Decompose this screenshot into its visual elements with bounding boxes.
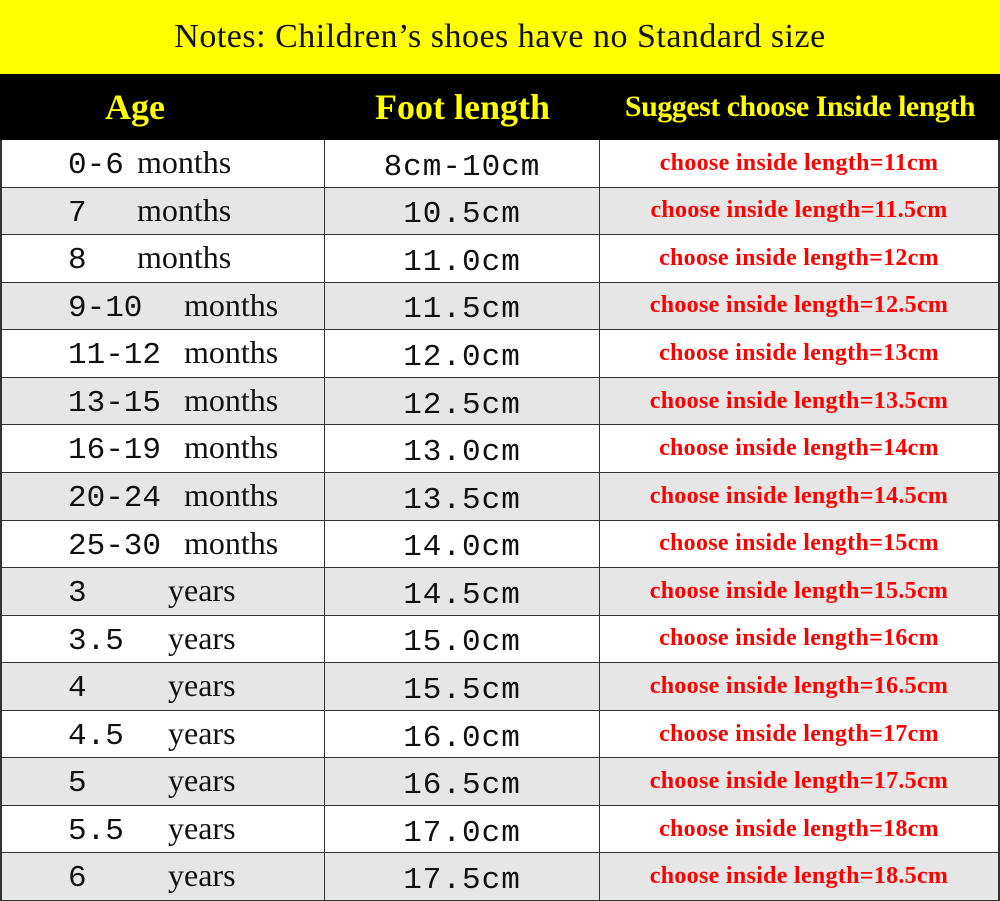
header-suggest-inside-length: Suggest choose Inside length bbox=[624, 90, 976, 123]
age-value: 7 bbox=[68, 195, 87, 231]
suggest-value: choose inside length=16cm bbox=[659, 625, 939, 652]
foot-length-value: 16.5cm bbox=[403, 768, 521, 804]
age-cell bbox=[0, 711, 325, 758]
age-value: 5.5 bbox=[68, 813, 124, 849]
table-header bbox=[0, 74, 1000, 140]
table-row bbox=[0, 616, 1000, 664]
age-cell bbox=[0, 283, 325, 330]
age-unit: months bbox=[184, 429, 279, 466]
age-unit: months bbox=[184, 334, 279, 371]
suggest-cell bbox=[600, 806, 1000, 853]
suggest-cell bbox=[600, 330, 1000, 377]
foot-length-value: 13.5cm bbox=[403, 482, 521, 518]
age-unit: years bbox=[168, 762, 236, 799]
suggest-cell bbox=[600, 521, 1000, 568]
table-row bbox=[0, 758, 1000, 806]
age-unit: years bbox=[168, 572, 236, 609]
foot-length-value: 12.5cm bbox=[403, 387, 521, 423]
suggest-cell bbox=[600, 235, 1000, 282]
age-value: 11-12 bbox=[68, 338, 162, 374]
foot-length-value: 17.0cm bbox=[403, 815, 521, 851]
age-unit: months bbox=[184, 381, 279, 418]
foot-length-cell bbox=[325, 853, 600, 900]
suggest-cell bbox=[600, 853, 1000, 900]
suggest-cell bbox=[600, 663, 1000, 710]
table-row bbox=[0, 140, 1000, 188]
table-row bbox=[0, 711, 1000, 759]
suggest-value: choose inside length=12.5cm bbox=[649, 292, 949, 319]
table-row bbox=[0, 521, 1000, 569]
age-unit: years bbox=[168, 667, 236, 704]
suggest-cell bbox=[600, 758, 1000, 805]
suggest-value: choose inside length=16.5cm bbox=[649, 672, 949, 699]
age-value: 13-15 bbox=[68, 385, 162, 421]
table-row bbox=[0, 853, 1000, 901]
suggest-value: choose inside length=13cm bbox=[659, 340, 939, 367]
suggest-cell bbox=[600, 711, 1000, 758]
foot-length-value: 12.0cm bbox=[403, 340, 521, 376]
foot-length-value: 14.5cm bbox=[403, 577, 521, 613]
age-unit: months bbox=[137, 191, 232, 228]
age-value: 25-30 bbox=[68, 528, 162, 564]
age-value: 0-6 bbox=[68, 148, 124, 183]
age-cell bbox=[0, 806, 325, 853]
foot-length-value: 16.0cm bbox=[403, 720, 521, 756]
foot-length-cell bbox=[325, 758, 600, 805]
age-value: 6 bbox=[68, 861, 87, 897]
age-value: 8 bbox=[68, 243, 87, 279]
age-value: 4.5 bbox=[68, 718, 124, 754]
table-row bbox=[0, 188, 1000, 236]
table-row bbox=[0, 425, 1000, 473]
age-value: 3 bbox=[68, 576, 87, 612]
age-cell bbox=[0, 235, 325, 282]
age-unit: years bbox=[168, 619, 236, 656]
age-cell bbox=[0, 378, 325, 425]
age-value: 20-24 bbox=[68, 480, 162, 516]
suggest-value: choose inside length=17cm bbox=[659, 720, 939, 747]
suggest-cell bbox=[600, 378, 1000, 425]
age-cell bbox=[0, 663, 325, 710]
foot-length-cell bbox=[325, 425, 600, 472]
notes-text: Notes: Children’s shoes have no Standard size bbox=[174, 18, 826, 55]
foot-length-value: 15.0cm bbox=[403, 625, 521, 661]
foot-length-value: 14.0cm bbox=[403, 530, 521, 566]
foot-length-cell bbox=[325, 283, 600, 330]
age-unit: years bbox=[168, 809, 236, 846]
age-value: 3.5 bbox=[68, 623, 124, 659]
suggest-value: choose inside length=12cm bbox=[659, 244, 939, 271]
suggest-value: choose inside length=14cm bbox=[659, 435, 939, 462]
age-unit: months bbox=[137, 144, 232, 180]
foot-length-value: 11.0cm bbox=[403, 244, 521, 280]
foot-length-cell bbox=[325, 188, 600, 235]
table-row bbox=[0, 568, 1000, 616]
suggest-cell bbox=[600, 140, 1000, 187]
table-row bbox=[0, 235, 1000, 283]
suggest-cell bbox=[600, 616, 1000, 663]
foot-length-value: 13.0cm bbox=[403, 435, 521, 471]
suggest-value: choose inside length=18cm bbox=[659, 815, 939, 842]
header-foot-length: Foot length bbox=[375, 87, 550, 127]
age-cell bbox=[0, 425, 325, 472]
suggest-cell bbox=[600, 425, 1000, 472]
age-cell bbox=[0, 521, 325, 568]
foot-length-value: 8cm-10cm bbox=[383, 149, 541, 185]
age-unit: months bbox=[137, 239, 232, 276]
age-cell bbox=[0, 853, 325, 900]
suggest-value: choose inside length=18.5cm bbox=[649, 863, 949, 890]
foot-length-value: 15.5cm bbox=[403, 672, 521, 708]
table-row bbox=[0, 330, 1000, 378]
suggest-cell bbox=[600, 568, 1000, 615]
age-cell bbox=[0, 758, 325, 805]
suggest-cell bbox=[600, 283, 1000, 330]
age-unit: years bbox=[168, 714, 236, 751]
table-row bbox=[0, 378, 1000, 426]
foot-length-cell bbox=[325, 711, 600, 758]
size-table bbox=[0, 140, 1000, 901]
age-cell bbox=[0, 568, 325, 615]
suggest-value: choose inside length=14.5cm bbox=[649, 482, 949, 509]
foot-length-cell bbox=[325, 806, 600, 853]
age-value: 5 bbox=[68, 766, 87, 802]
suggest-value: choose inside length=13.5cm bbox=[649, 387, 949, 414]
age-cell bbox=[0, 188, 325, 235]
foot-length-cell bbox=[325, 330, 600, 377]
foot-length-cell bbox=[325, 616, 600, 663]
suggest-cell bbox=[600, 188, 1000, 235]
table-row bbox=[0, 806, 1000, 854]
foot-length-value: 11.5cm bbox=[403, 292, 521, 328]
foot-length-cell bbox=[325, 140, 600, 187]
table-row bbox=[0, 663, 1000, 711]
age-cell bbox=[0, 473, 325, 520]
suggest-value: choose inside length=15cm bbox=[659, 530, 939, 557]
foot-length-cell bbox=[325, 378, 600, 425]
header-age: Age bbox=[105, 87, 165, 127]
age-cell bbox=[0, 616, 325, 663]
age-unit: months bbox=[184, 476, 279, 513]
foot-length-value: 17.5cm bbox=[403, 863, 521, 899]
age-unit: months bbox=[184, 524, 279, 561]
age-unit: years bbox=[168, 857, 236, 894]
table-row bbox=[0, 473, 1000, 521]
foot-length-cell bbox=[325, 235, 600, 282]
notes-banner bbox=[0, 0, 1000, 74]
foot-length-value: 10.5cm bbox=[403, 197, 521, 233]
foot-length-cell bbox=[325, 663, 600, 710]
age-unit: months bbox=[184, 286, 279, 323]
suggest-value: choose inside length=17.5cm bbox=[649, 768, 949, 795]
age-value: 16-19 bbox=[68, 433, 162, 469]
suggest-value: choose inside length=11cm bbox=[659, 149, 939, 176]
suggest-cell bbox=[600, 473, 1000, 520]
foot-length-cell bbox=[325, 521, 600, 568]
foot-length-cell bbox=[325, 568, 600, 615]
foot-length-cell bbox=[325, 473, 600, 520]
age-cell bbox=[0, 330, 325, 377]
table-row bbox=[0, 283, 1000, 331]
age-value: 9-10 bbox=[68, 290, 143, 326]
age-value: 4 bbox=[68, 671, 87, 707]
suggest-value: choose inside length=15.5cm bbox=[649, 577, 949, 604]
age-cell bbox=[0, 140, 325, 187]
suggest-value: choose inside length=11.5cm bbox=[650, 197, 948, 224]
